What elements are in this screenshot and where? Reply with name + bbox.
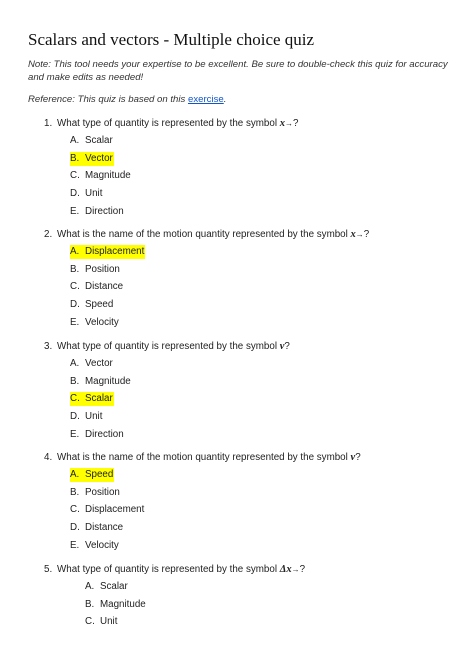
option-text: Position [85,486,120,498]
option-text: Distance [85,281,124,293]
option-text: Unit [85,411,103,423]
question-symbol: v [279,341,285,352]
option-text: Magnitude [85,375,131,387]
option-letter: C. [70,393,80,405]
question-end: ? [299,564,306,575]
option-text: Vector [85,358,113,369]
option-text: Displacement [85,504,145,516]
option-letter: B. [85,598,95,610]
option-letter: B. [70,152,80,164]
answer-option [85,580,128,594]
answer-option-highlighted [70,392,114,406]
question-text: What type of quantity is represented by the symbol [57,341,280,352]
question-text: What type of quantity is represented by the symbol [57,564,280,575]
vector-arrow-icon: → [284,119,293,128]
answer-option [85,598,146,612]
option-letter: B. [70,375,80,387]
option-letter: B. [70,263,80,275]
question-4 [44,452,361,463]
option-letter: C. [70,504,80,516]
option-letter: E. [70,428,80,440]
question-number: 4. [44,452,53,463]
option-letter: E. [70,539,80,551]
answer-option [85,615,117,629]
question-number: 3. [44,341,53,352]
page-title: Scalars and vectors - Multiple choice quiz [28,30,315,49]
vector-arrow-icon: → [291,565,300,574]
answer-option [70,280,123,294]
option-text: Vector [85,152,113,164]
answer-option [70,428,124,442]
option-letter: D. [70,188,80,200]
option-letter: B. [70,486,80,498]
option-letter: C. [85,616,95,628]
question-symbol: v [350,452,356,463]
question-number: 5. [44,564,53,575]
option-text: Direction [85,205,124,217]
option-text: Speed [85,469,114,480]
answer-option [70,134,113,148]
question-end: ? [284,341,290,352]
option-text: Magnitude [100,598,146,610]
answer-option [70,187,102,201]
option-letter: E. [70,205,80,217]
question-end: ? [363,229,370,240]
option-text: Distance [85,522,124,534]
question-symbol: x [350,229,356,240]
answer-option-highlighted [70,468,114,482]
answer-option-highlighted [70,152,114,166]
option-letter: A. [70,246,80,257]
option-letter: A. [85,581,95,592]
reference-line [28,94,226,105]
question-text: What type of quantity is represented by the symbol [57,118,280,129]
answer-option [70,375,131,389]
answer-option [70,298,113,312]
vector-arrow-icon: → [355,230,364,239]
question-number: 2. [44,229,53,240]
option-text: Speed [85,299,114,311]
answer-option [70,486,120,500]
answer-option [70,169,131,183]
question-symbol: Δx [279,564,292,575]
question-end: ? [355,452,361,463]
option-text: Scalar [85,135,113,146]
option-text: Scalar [85,393,113,405]
answer-option [70,316,119,330]
option-text: Unit [85,188,103,200]
reference-suffix: . [223,94,227,105]
option-text: Scalar [100,581,128,592]
option-text: Direction [85,428,124,440]
expertise-note: Note: This tool needs your expertise to be excellent. Be sure to double-check this quiz for accuracy and make edits as needed! [28,59,448,83]
option-letter: E. [70,316,80,328]
answer-option [70,539,119,553]
option-letter: D. [70,411,80,423]
question-text: What is the name of the motion quantity represented by the symbol [57,229,351,240]
question-3 [44,341,290,352]
answer-option [70,263,120,277]
option-text: Velocity [85,539,119,551]
option-text: Displacement [85,246,145,257]
answer-option [70,357,113,371]
option-text: Position [85,263,120,275]
option-letter: D. [70,522,80,534]
question-5 [44,564,305,575]
option-text: Unit [100,616,118,628]
question-2 [44,229,369,240]
exercise-link[interactable]: exercise [187,94,224,105]
question-text: What is the name of the motion quantity represented by the symbol [57,452,351,463]
option-text: Velocity [85,316,119,328]
answer-option [70,410,102,424]
question-end: ? [292,118,299,129]
option-letter: A. [70,358,80,369]
answer-option-highlighted [70,245,145,259]
reference-prefix: Reference: This quiz is based on this [28,94,188,105]
option-letter: A. [70,469,80,480]
question-number: 1. [44,118,53,129]
option-letter: C. [70,170,80,182]
option-letter: A. [70,135,80,146]
option-text: Magnitude [85,170,131,182]
option-letter: C. [70,281,80,293]
question-1 [44,118,298,129]
option-letter: D. [70,299,80,311]
answer-option [70,521,123,535]
answer-option [70,205,124,219]
answer-option [70,503,144,517]
question-symbol: x [279,118,285,129]
